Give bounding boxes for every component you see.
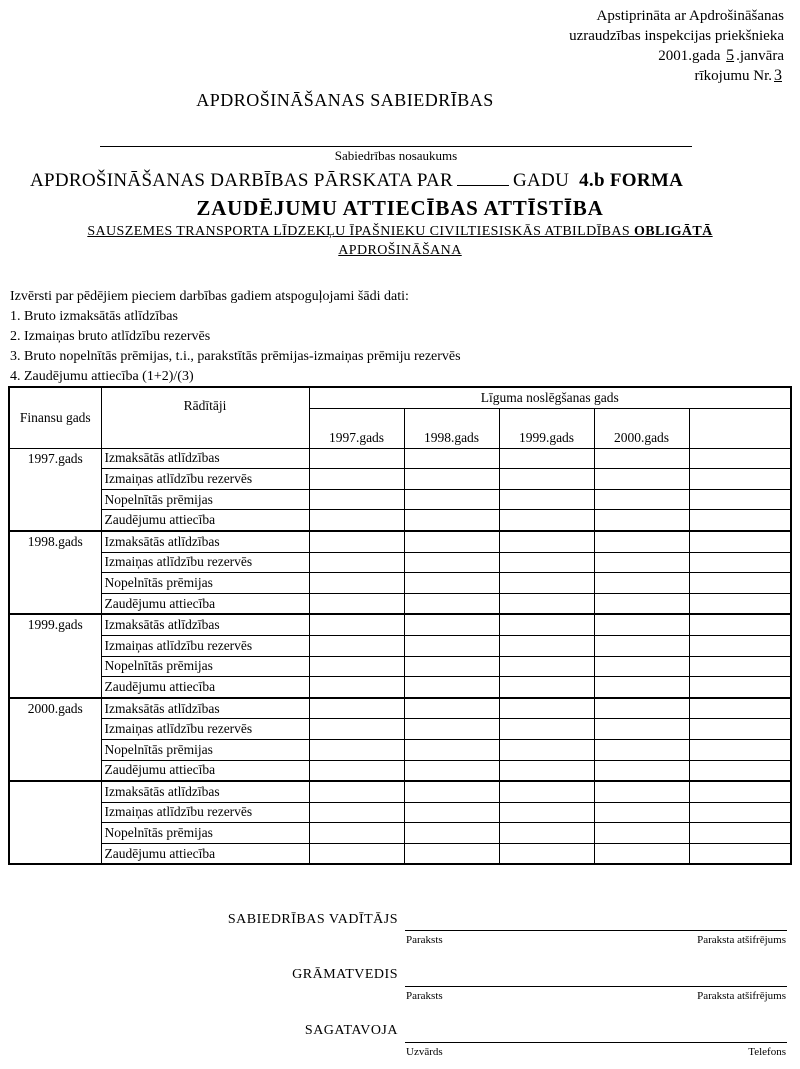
indicator-cell: Izmaiņas atlīdzību rezervēs: [101, 719, 309, 740]
value-cell[interactable]: [689, 635, 791, 656]
value-cell[interactable]: [404, 552, 499, 573]
financial-year-cell: 1998.gads: [9, 531, 101, 614]
value-cell[interactable]: [404, 635, 499, 656]
value-cell[interactable]: [404, 469, 499, 490]
value-cell[interactable]: [404, 781, 499, 802]
value-cell[interactable]: [309, 698, 404, 719]
value-cell[interactable]: [404, 719, 499, 740]
value-cell[interactable]: [309, 469, 404, 490]
approval-day: 5: [726, 47, 735, 64]
value-cell[interactable]: [404, 614, 499, 635]
value-cell[interactable]: [309, 677, 404, 698]
value-cell[interactable]: [404, 573, 499, 594]
header-contract-year-1997: 1997.gads: [309, 408, 404, 448]
table-row: [9, 656, 791, 677]
value-cell[interactable]: [689, 823, 791, 844]
table-row: [9, 469, 791, 490]
value-cell[interactable]: [499, 677, 594, 698]
approval-line-2: uzraudzības inspekcijas priekšnieka: [569, 28, 784, 44]
indicator-cell: Izmaksātās atlīdzības: [101, 781, 309, 802]
value-cell[interactable]: [689, 531, 791, 552]
value-cell[interactable]: [594, 510, 689, 531]
value-cell[interactable]: [309, 760, 404, 781]
value-cell[interactable]: [499, 593, 594, 614]
value-cell[interactable]: [594, 469, 689, 490]
value-cell[interactable]: [499, 635, 594, 656]
value-cell[interactable]: [309, 781, 404, 802]
value-cell[interactable]: [404, 802, 499, 823]
value-cell[interactable]: [309, 573, 404, 594]
value-cell[interactable]: [309, 802, 404, 823]
value-cell[interactable]: [309, 531, 404, 552]
signature-caption: Uzvārds: [406, 1046, 443, 1058]
signature-line-prepared-by[interactable]: [405, 1042, 787, 1043]
value-cell[interactable]: [499, 531, 594, 552]
approval-note: [569, 6, 784, 86]
value-cell[interactable]: [594, 489, 689, 510]
value-cell[interactable]: [499, 489, 594, 510]
indicator-cell: Nopelnītās prēmijas: [101, 823, 309, 844]
header-contract-year-1999: 1999.gads: [499, 408, 594, 448]
signature-label-manager: SABIEDRĪBAS VADĪTĀJS: [227, 912, 398, 927]
financial-year-cell: [9, 781, 101, 864]
value-cell[interactable]: [499, 760, 594, 781]
value-cell[interactable]: [499, 656, 594, 677]
value-cell[interactable]: [594, 448, 689, 469]
indicator-cell: Izmaiņas atlīdzību rezervēs: [101, 635, 309, 656]
value-cell[interactable]: [309, 635, 404, 656]
value-cell[interactable]: [689, 469, 791, 490]
signature-caption: Paraksta atšifrējums: [697, 990, 786, 1002]
value-cell[interactable]: [594, 573, 689, 594]
value-cell[interactable]: [309, 614, 404, 635]
table-row: [9, 531, 791, 552]
value-cell[interactable]: [594, 677, 689, 698]
indicator-cell: Zaudējumu attiecība: [101, 510, 309, 531]
insurance-class-subtitle: SAUSZEMES TRANSPORTA LĪDZEKĻU ĪPAŠNIEKU CIVILTIESISKĀS ATBILDĪBAS OBLIGĀTĀ APDROŠINĀŠANA: [87, 224, 713, 258]
header-contract-year: Līguma noslēgšanas gads: [309, 387, 791, 408]
header-financial-year: Finansu gads: [9, 387, 101, 448]
value-cell[interactable]: [309, 823, 404, 844]
indicator-cell: Izmaiņas atlīdzību rezervēs: [101, 552, 309, 573]
value-cell[interactable]: [404, 739, 499, 760]
report-year-field[interactable]: [457, 171, 509, 186]
indicator-cell: Izmaksātās atlīdzības: [101, 448, 309, 469]
table-row: [9, 552, 791, 573]
indicator-cell: Izmaiņas atlīdzību rezervēs: [101, 469, 309, 490]
value-cell[interactable]: [499, 802, 594, 823]
value-cell[interactable]: [689, 448, 791, 469]
table-row: [9, 719, 791, 740]
indicator-cell: Zaudējumu attiecība: [101, 843, 309, 864]
value-cell[interactable]: [689, 593, 791, 614]
approval-line-4: rīkojumu Nr. 3: [694, 67, 782, 84]
table-row: [9, 448, 791, 469]
value-cell[interactable]: [499, 719, 594, 740]
table-row: [9, 698, 791, 719]
value-cell[interactable]: [499, 739, 594, 760]
company-name-field[interactable]: [100, 146, 692, 147]
approval-order-number: 3: [774, 67, 782, 84]
value-cell[interactable]: [689, 843, 791, 864]
value-cell[interactable]: [404, 531, 499, 552]
value-cell[interactable]: [689, 698, 791, 719]
intro-item: 4. Zaudējumu attiecība (1+2)/(3): [10, 369, 194, 384]
value-cell[interactable]: [689, 573, 791, 594]
value-cell[interactable]: [404, 510, 499, 531]
value-cell[interactable]: [404, 843, 499, 864]
financial-year-cell: 2000.gads: [9, 698, 101, 781]
value-cell[interactable]: [689, 719, 791, 740]
value-cell[interactable]: [594, 802, 689, 823]
table-row: [9, 781, 791, 802]
value-cell[interactable]: [594, 552, 689, 573]
table-row: [9, 593, 791, 614]
value-cell[interactable]: [309, 656, 404, 677]
value-cell[interactable]: [499, 614, 594, 635]
value-cell[interactable]: [499, 510, 594, 531]
indicator-cell: Nopelnītās prēmijas: [101, 573, 309, 594]
indicator-cell: Izmaiņas atlīdzību rezervēs: [101, 802, 309, 823]
report-title: APDROŠINĀŠANAS DARBĪBAS PĀRSKATA PAR GADU 4.b FORMA: [30, 170, 684, 191]
form-number: 4.b FORMA: [579, 170, 684, 191]
loss-ratio-table: [8, 386, 792, 865]
value-cell[interactable]: [594, 760, 689, 781]
value-cell[interactable]: [689, 760, 791, 781]
intro-item: 2. Izmaiņas bruto atlīdzību rezervēs: [10, 329, 211, 344]
indicator-cell: Nopelnītās prēmijas: [101, 656, 309, 677]
indicator-cell: Zaudējumu attiecība: [101, 760, 309, 781]
value-cell[interactable]: [689, 781, 791, 802]
table-row: [9, 677, 791, 698]
financial-year-cell: 1999.gads: [9, 614, 101, 697]
value-cell[interactable]: [404, 593, 499, 614]
value-cell[interactable]: [309, 739, 404, 760]
header-contract-year-1998: 1998.gads: [404, 408, 499, 448]
value-cell[interactable]: [689, 552, 791, 573]
value-cell[interactable]: [309, 552, 404, 573]
value-cell[interactable]: [689, 677, 791, 698]
value-cell[interactable]: [404, 760, 499, 781]
value-cell[interactable]: [594, 823, 689, 844]
value-cell[interactable]: [499, 781, 594, 802]
value-cell[interactable]: [309, 593, 404, 614]
intro-text: [10, 287, 461, 387]
value-cell[interactable]: [594, 531, 689, 552]
value-cell[interactable]: [594, 781, 689, 802]
value-cell[interactable]: [309, 843, 404, 864]
approval-line-3: 2001.gada 5 .janvāra: [658, 47, 784, 64]
value-cell[interactable]: [689, 489, 791, 510]
value-cell[interactable]: [689, 802, 791, 823]
value-cell[interactable]: [499, 448, 594, 469]
company-name-caption: Sabiedrības nosaukums: [334, 148, 458, 163]
value-cell[interactable]: [594, 739, 689, 760]
value-cell[interactable]: [499, 469, 594, 490]
table-row: [9, 843, 791, 864]
value-cell[interactable]: [309, 448, 404, 469]
header-contract-year-blank: [689, 408, 791, 448]
table-row: [9, 802, 791, 823]
value-cell[interactable]: [594, 593, 689, 614]
value-cell[interactable]: [404, 677, 499, 698]
indicator-cell: Zaudējumu attiecība: [101, 677, 309, 698]
table-row: [9, 510, 791, 531]
value-cell[interactable]: [689, 739, 791, 760]
value-cell[interactable]: [404, 448, 499, 469]
value-cell[interactable]: [594, 698, 689, 719]
value-cell[interactable]: [689, 510, 791, 531]
value-cell[interactable]: [689, 656, 791, 677]
indicator-cell: Izmaksātās atlīdzības: [101, 698, 309, 719]
intro-lead: Izvērsti par pēdējiem pieciem darbības gadiem atspoguļojami šādi dati:: [10, 289, 409, 304]
value-cell[interactable]: [404, 823, 499, 844]
indicator-cell: Zaudējumu attiecība: [101, 593, 309, 614]
value-cell[interactable]: [594, 614, 689, 635]
value-cell[interactable]: [309, 719, 404, 740]
value-cell[interactable]: [404, 698, 499, 719]
indicator-cell: Nopelnītās prēmijas: [101, 489, 309, 510]
signature-label-accountant: GRĀMATVEDIS: [292, 967, 398, 982]
company-type-heading: APDROŠINĀŠANAS SABIEDRĪBAS: [196, 90, 494, 110]
intro-item: 3. Bruto nopelnītās prēmijas, t.i., parakstītās prēmijas-izmaiņas prēmiju rezervēs: [10, 349, 461, 364]
intro-item: 1. Bruto izmaksātās atlīdzības: [10, 309, 178, 324]
signature-caption: Paraksts: [406, 934, 443, 946]
table-row: [9, 573, 791, 594]
signature-label-prepared-by: SAGATAVOJA: [304, 1023, 398, 1038]
value-cell[interactable]: [499, 573, 594, 594]
value-cell[interactable]: [499, 698, 594, 719]
table-row: [9, 614, 791, 635]
value-cell[interactable]: [309, 510, 404, 531]
value-cell[interactable]: [499, 843, 594, 864]
value-cell[interactable]: [499, 552, 594, 573]
main-title: ZAUDĒJUMU ATTIECĪBAS ATTĪSTĪBA: [196, 196, 604, 220]
value-cell[interactable]: [499, 823, 594, 844]
value-cell[interactable]: [594, 635, 689, 656]
value-cell[interactable]: [309, 489, 404, 510]
header-contract-year-2000: 2000.gads: [594, 408, 689, 448]
indicator-cell: Izmaksātās atlīdzības: [101, 531, 309, 552]
table-row: [9, 489, 791, 510]
signature-line-accountant[interactable]: [405, 986, 787, 987]
value-cell[interactable]: [594, 719, 689, 740]
financial-year-cell: 1997.gads: [9, 448, 101, 531]
table-row: [9, 635, 791, 656]
value-cell[interactable]: [594, 843, 689, 864]
value-cell[interactable]: [689, 614, 791, 635]
signature-caption: Paraksta atšifrējums: [697, 934, 786, 946]
table-row: [9, 823, 791, 844]
signature-caption: Paraksts: [406, 990, 443, 1002]
value-cell[interactable]: [404, 656, 499, 677]
table-row: [9, 760, 791, 781]
header-indicators: Rādītāji: [101, 387, 309, 448]
value-cell[interactable]: [594, 656, 689, 677]
indicator-cell: Izmaksātās atlīdzības: [101, 614, 309, 635]
signature-caption: Telefons: [748, 1046, 786, 1058]
approval-line-1: Apstiprināta ar Apdrošināšanas: [596, 8, 784, 24]
value-cell[interactable]: [404, 489, 499, 510]
signature-line-manager[interactable]: [405, 930, 787, 931]
table-row: [9, 739, 791, 760]
indicator-cell: Nopelnītās prēmijas: [101, 739, 309, 760]
